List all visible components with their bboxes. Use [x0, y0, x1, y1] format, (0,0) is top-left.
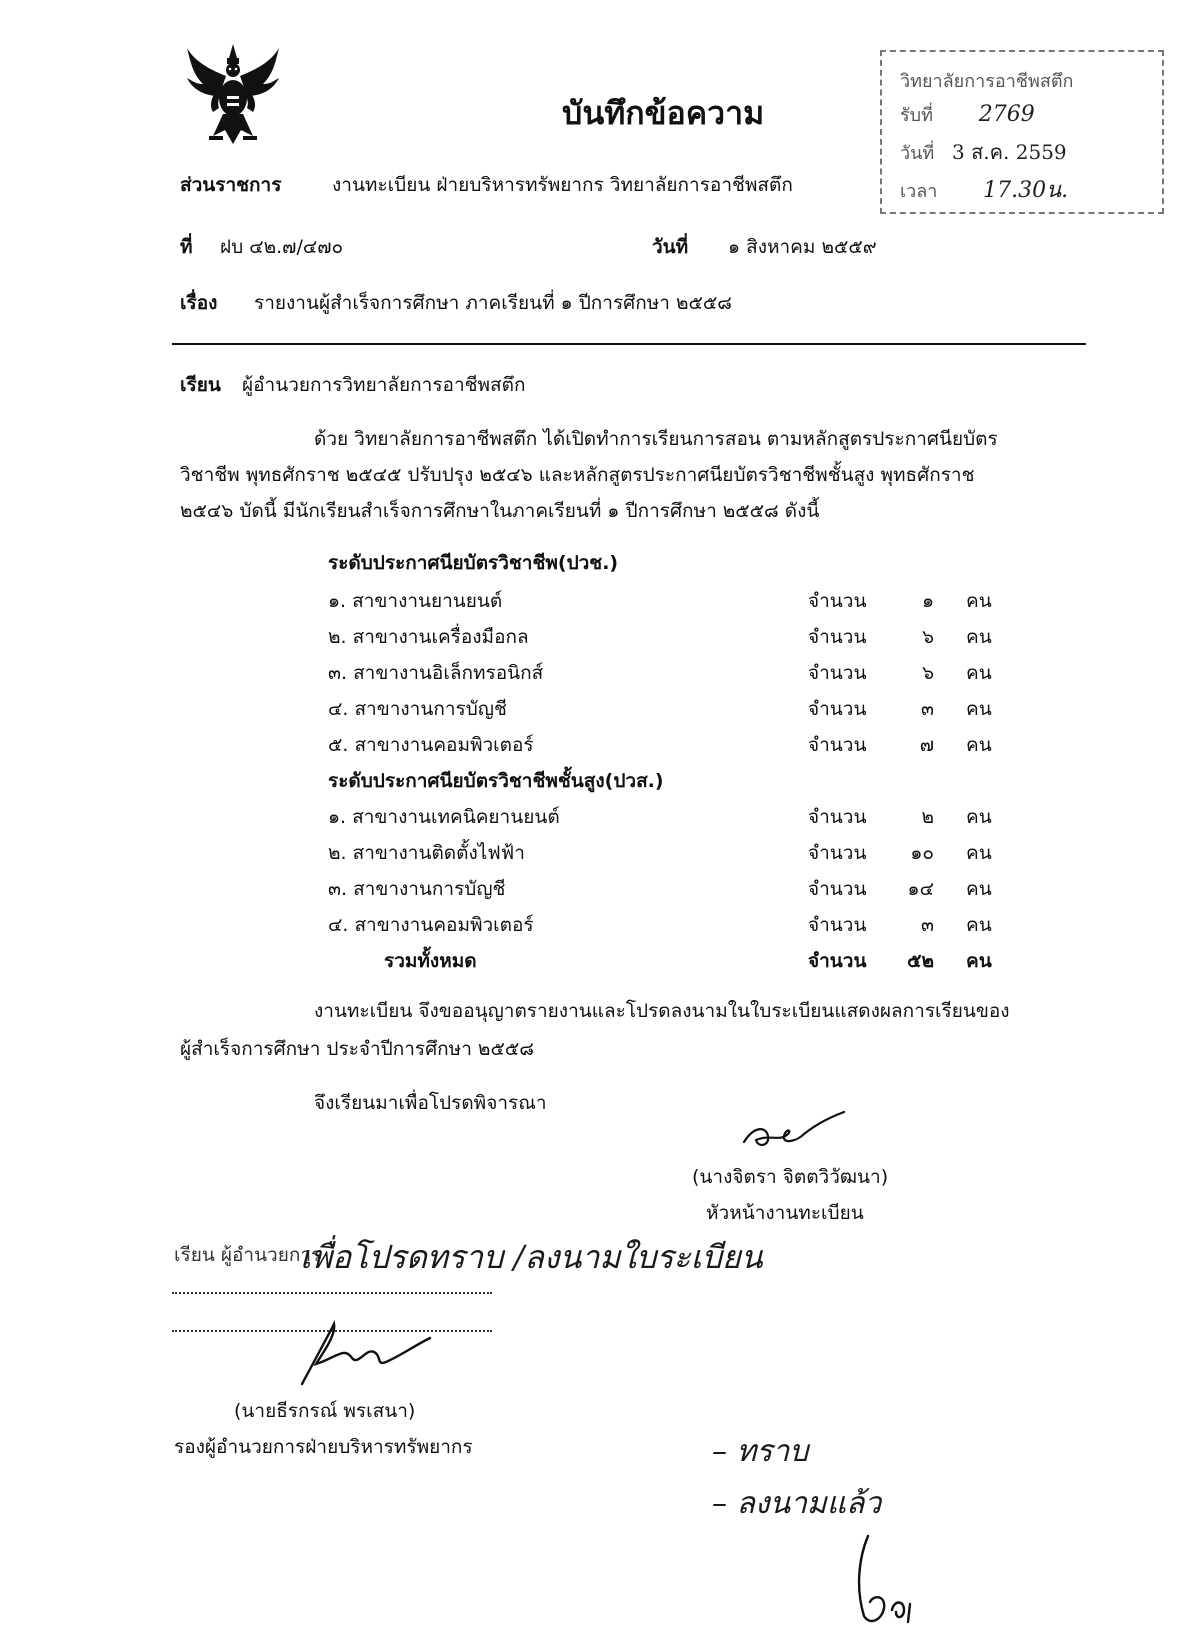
list-item-qty: ๖	[921, 626, 934, 648]
signer-1-name: (นางจิตรา จิตตวิวัฒนา)	[692, 1166, 889, 1188]
paragraph-1-line-1: ด้วย วิทยาลัยการอาชีพสตึก ได้เปิดทำการเรียนการสอน ตามหลักสูตรประกาศนียบัตร	[314, 428, 998, 450]
list-item-label: ๓. สาขางานการบัญชี	[328, 878, 506, 900]
list-item-unit-word: จำนวน	[808, 698, 867, 720]
total-label: รวมทั้งหมด	[384, 950, 477, 972]
subject-label: เรื่อง	[180, 292, 218, 314]
stamp-no-label: รับที่	[900, 105, 933, 126]
page-title: บันทึกข้อความ	[562, 94, 765, 132]
list-item-unit-word: จำนวน	[808, 662, 867, 684]
paragraph-1-line-3: ๒๕๔๖ บัดนี้ มีนักเรียนสำเร็จการศึกษาในภาคเรียนที่ ๑ ปีการศึกษา ๒๕๕๘ ดังนี้	[180, 500, 820, 522]
list-item-unit-word: จำนวน	[808, 590, 867, 612]
list-item-unit-word: จำนวน	[808, 842, 867, 864]
stamp-no-value: 2769	[978, 102, 1035, 127]
date-value: ๑ สิงหาคม ๒๕๕๙	[728, 236, 877, 258]
group-heading-pvs: ระดับประกาศนียบัตรวิชาชีพชั้นสูง(ปวส.)	[328, 770, 664, 792]
paragraph-2-line-1: งานทะเบียน จึงขออนุญาตรายงานและโปรดลงนามในใบระเบียนแสดงผลการเรียนของ	[314, 1000, 1010, 1022]
list-item-qty: ๑๔	[907, 878, 934, 900]
list-item-unit: คน	[966, 914, 992, 936]
dotted-line	[172, 1292, 492, 1294]
list-item-label: ๓. สาขางานอิเล็กทรอนิกส์	[328, 662, 544, 684]
list-item-label: ๕. สาขางานคอมพิวเตอร์	[328, 734, 534, 756]
list-item-qty: ๒	[921, 806, 934, 828]
list-item-unit: คน	[966, 734, 992, 756]
list-item-unit-word: จำนวน	[808, 806, 867, 828]
stamp-date-value: 3 ส.ค. 2559	[952, 140, 1067, 164]
list-item-label: ๑. สาขางานเทคนิคยานยนต์	[328, 806, 560, 828]
date-label: วันที่	[652, 236, 689, 258]
list-item-unit: คน	[966, 878, 992, 900]
list-item-label: ๒. สาขางานเครื่องมือกล	[328, 626, 529, 648]
list-item-unit: คน	[966, 590, 992, 612]
list-item-unit: คน	[966, 662, 992, 684]
receipt-stamp	[880, 50, 1164, 214]
group-heading-pvc: ระดับประกาศนียบัตรวิชาชีพ(ปวช.)	[328, 552, 619, 574]
to-label: เรียน	[180, 374, 221, 396]
ref-label: ที่	[180, 236, 193, 258]
list-item-label: ๑. สาขางานยานยนต์	[328, 590, 503, 612]
list-item-label: ๔. สาขางานการบัญชี	[328, 698, 507, 720]
signature-registrar	[740, 1106, 850, 1156]
org-label: ส่วนราชการ	[180, 174, 282, 196]
signer-1-position: หัวหน้างานทะเบียน	[706, 1202, 864, 1224]
signature-deputy	[296, 1318, 436, 1390]
list-item-qty: ๓	[921, 914, 934, 936]
subject-value: รายงานผู้สำเร็จการศึกษา ภาคเรียนที่ ๑ ปีการศึกษา ๒๕๕๘	[254, 292, 732, 314]
garuda-emblem-icon	[183, 40, 283, 148]
total-unit-word: จำนวน	[808, 950, 867, 972]
list-item-label: ๒. สาขางานติดตั้งไฟฟ้า	[328, 842, 525, 864]
list-item-unit-word: จำนวน	[808, 626, 867, 648]
list-item-qty: ๑	[921, 590, 934, 612]
list-item-unit: คน	[966, 698, 992, 720]
list-item-qty: ๓	[921, 698, 934, 720]
total-unit: คน	[966, 950, 992, 972]
total-qty: ๕๒	[907, 950, 934, 972]
stamp-date-label: วันที่	[900, 143, 935, 164]
list-item-qty: ๖	[921, 662, 934, 684]
org-value: งานทะเบียน ฝ่ายบริหารทรัพยากร วิทยาลัยการอาชีพสตึก	[332, 174, 793, 196]
header-divider	[172, 343, 1086, 345]
paragraph-2-line-2: ผู้สำเร็จการศึกษา ประจำปีการศึกษา ๒๕๕๘	[180, 1038, 534, 1060]
signature-director	[848, 1530, 928, 1630]
stamp-org: วิทยาลัยการอาชีพสตึก	[900, 71, 1074, 92]
stamp-time-value: 17.30น.	[983, 178, 1069, 203]
endorse-to-label: เรียน ผู้อำนวยการ	[174, 1244, 322, 1266]
list-item-unit-word: จำนวน	[808, 878, 867, 900]
list-item-unit: คน	[966, 806, 992, 828]
list-item-unit-word: จำนวน	[808, 914, 867, 936]
director-note-2: – ลงนามแล้ว	[712, 1486, 882, 1521]
list-item-unit: คน	[966, 842, 992, 864]
list-item-qty: ๗	[919, 734, 934, 756]
list-item-unit: คน	[966, 626, 992, 648]
director-note-1: – ทราบ	[712, 1434, 809, 1469]
paragraph-1-line-2: วิชาชีพ พุทธศักราช ๒๕๔๕ ปรับปรุง ๒๕๔๖ และหลักสูตรประกาศนียบัตรวิชาชีพชั้นสูง พุทธศักราช	[180, 464, 975, 486]
to-value: ผู้อำนวยการวิทยาลัยการอาชีพสตึก	[242, 374, 526, 396]
stamp-time-label: เวลา	[900, 181, 938, 202]
list-item-unit-word: จำนวน	[808, 734, 867, 756]
list-item-qty: ๑๐	[910, 842, 934, 864]
ref-value: ฝบ ๔๒.๗/๔๗๐	[220, 236, 344, 258]
endorse-handwritten-note: เพื่อโปรดทราบ /ลงนามใบระเบียน	[300, 1238, 763, 1276]
paragraph-3: จึงเรียนมาเพื่อโปรดพิจารณา	[314, 1092, 547, 1114]
signer-2-name: (นายธีรกรณ์ พรเสนา)	[234, 1400, 416, 1422]
list-item-label: ๔. สาขางานคอมพิวเตอร์	[328, 914, 534, 936]
signer-2-position: รองผู้อำนวยการฝ่ายบริหารทรัพยากร	[174, 1436, 473, 1458]
